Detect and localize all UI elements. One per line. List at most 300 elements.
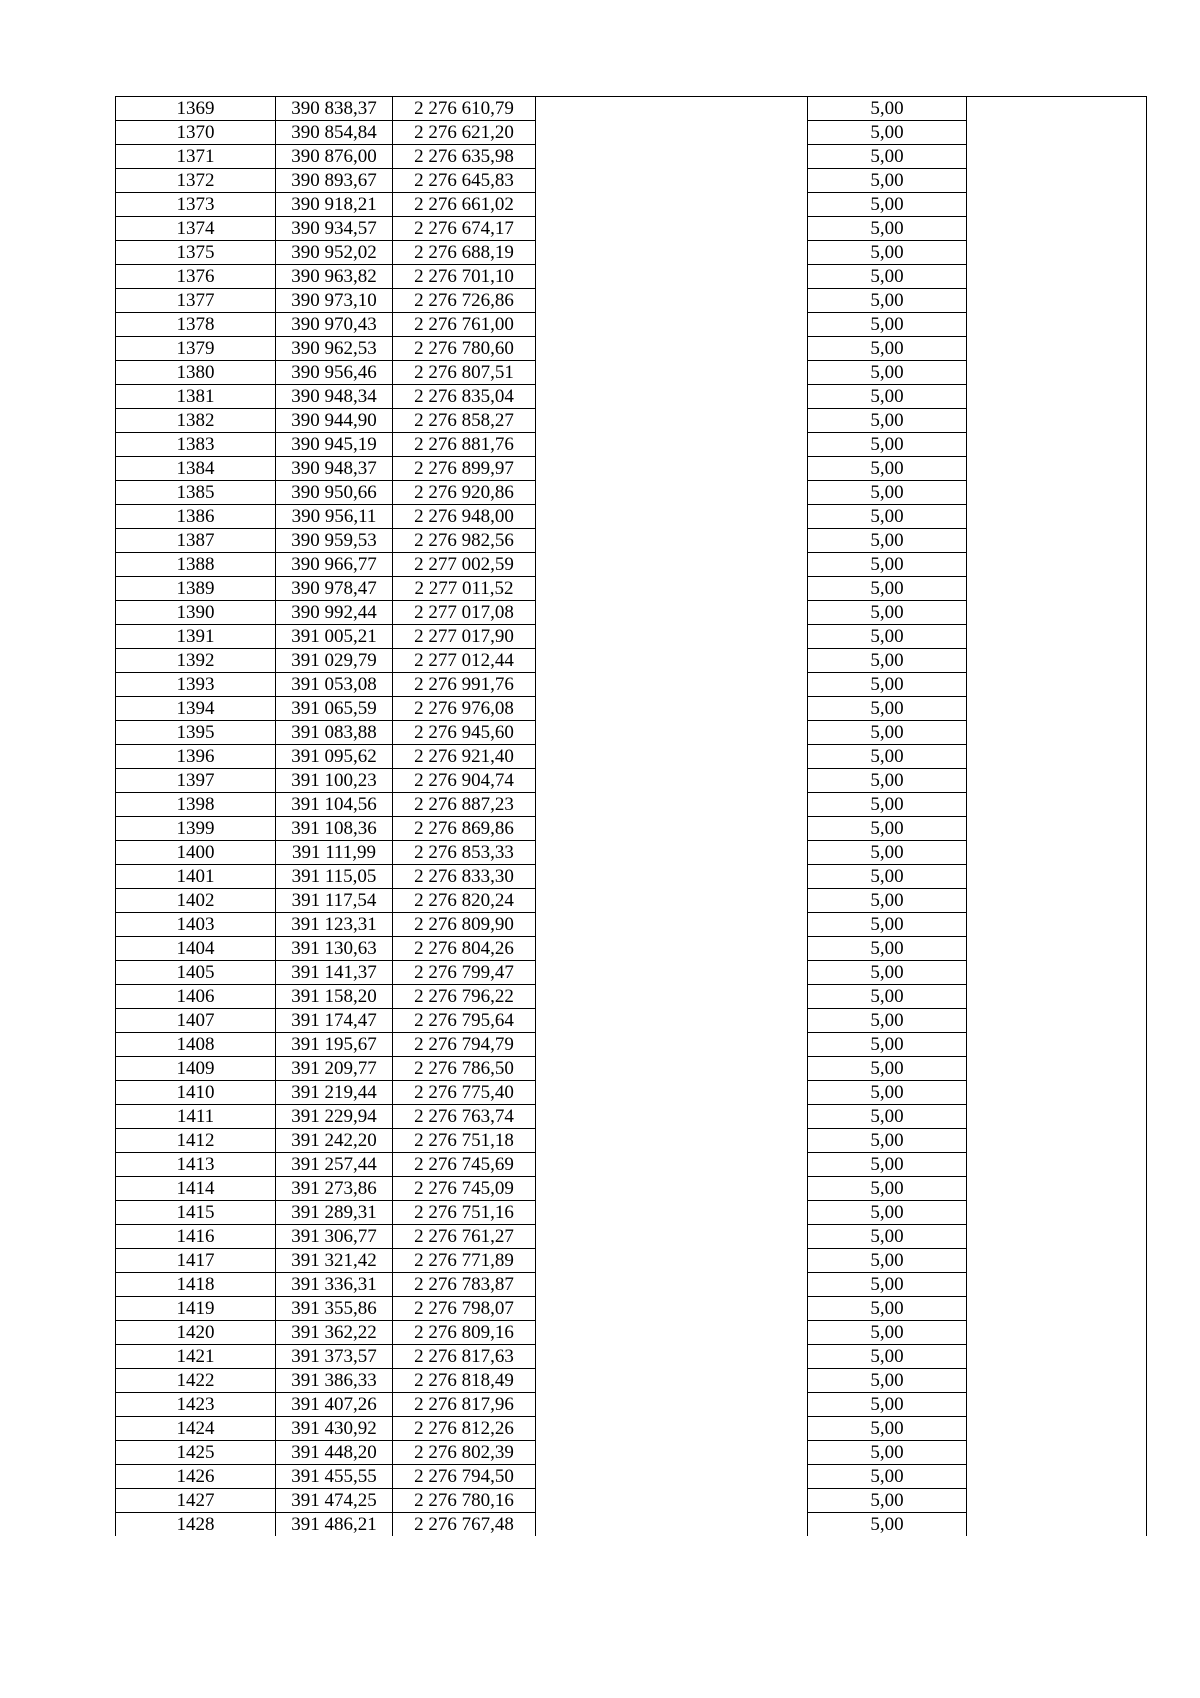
cell-accuracy: 5,00 [808, 625, 967, 649]
cell-column-6 [967, 961, 1147, 985]
table-row [116, 601, 1147, 625]
cell-column-4 [536, 409, 808, 433]
cell-y-coordinate: 2 276 818,49 [393, 1369, 536, 1393]
cell-column-6 [967, 793, 1147, 817]
cell-accuracy: 5,00 [808, 1081, 967, 1105]
cell-column-4 [536, 97, 808, 121]
cell-accuracy: 5,00 [808, 601, 967, 625]
cell-y-coordinate: 2 276 809,90 [393, 913, 536, 937]
cell-column-4 [536, 241, 808, 265]
table-row [116, 1465, 1147, 1489]
cell-x-coordinate: 391 115,05 [276, 865, 393, 889]
cell-point-number: 1379 [116, 337, 276, 361]
cell-accuracy: 5,00 [808, 1321, 967, 1345]
cell-y-coordinate: 2 276 804,26 [393, 937, 536, 961]
cell-x-coordinate: 391 123,31 [276, 913, 393, 937]
cell-accuracy: 5,00 [808, 121, 967, 145]
cell-column-4 [536, 1009, 808, 1033]
cell-point-number: 1413 [116, 1153, 276, 1177]
cell-x-coordinate: 390 966,77 [276, 553, 393, 577]
table-row [116, 313, 1147, 337]
cell-x-coordinate: 390 959,53 [276, 529, 393, 553]
cell-point-number: 1403 [116, 913, 276, 937]
cell-accuracy: 5,00 [808, 889, 967, 913]
cell-y-coordinate: 2 276 745,69 [393, 1153, 536, 1177]
cell-y-coordinate: 2 277 017,08 [393, 601, 536, 625]
cell-accuracy: 5,00 [808, 1465, 967, 1489]
cell-column-4 [536, 193, 808, 217]
cell-x-coordinate: 391 195,67 [276, 1033, 393, 1057]
cell-point-number: 1380 [116, 361, 276, 385]
cell-x-coordinate: 391 005,21 [276, 625, 393, 649]
cell-column-4 [536, 1273, 808, 1297]
cell-column-6 [967, 145, 1147, 169]
cell-y-coordinate: 2 276 794,50 [393, 1465, 536, 1489]
coordinates-table [115, 96, 1147, 1536]
cell-column-6 [967, 1345, 1147, 1369]
cell-y-coordinate: 2 276 701,10 [393, 265, 536, 289]
cell-column-6 [967, 1009, 1147, 1033]
table-row [116, 481, 1147, 505]
cell-column-4 [536, 793, 808, 817]
table-row [116, 1225, 1147, 1249]
table-row [116, 1273, 1147, 1297]
cell-column-4 [536, 1513, 808, 1537]
cell-point-number: 1381 [116, 385, 276, 409]
cell-accuracy: 5,00 [808, 961, 967, 985]
cell-x-coordinate: 390 992,44 [276, 601, 393, 625]
table-row [116, 337, 1147, 361]
cell-column-6 [967, 697, 1147, 721]
cell-x-coordinate: 391 430,92 [276, 1417, 393, 1441]
cell-point-number: 1408 [116, 1033, 276, 1057]
cell-column-6 [967, 1297, 1147, 1321]
cell-x-coordinate: 391 474,25 [276, 1489, 393, 1513]
table-row [116, 1153, 1147, 1177]
cell-x-coordinate: 391 083,88 [276, 721, 393, 745]
table-row [116, 1033, 1147, 1057]
cell-column-4 [536, 745, 808, 769]
cell-x-coordinate: 390 950,66 [276, 481, 393, 505]
cell-y-coordinate: 2 276 674,17 [393, 217, 536, 241]
cell-accuracy: 5,00 [808, 1225, 967, 1249]
cell-column-4 [536, 1177, 808, 1201]
cell-column-6 [967, 889, 1147, 913]
cell-column-6 [967, 97, 1147, 121]
cell-accuracy: 5,00 [808, 745, 967, 769]
cell-point-number: 1370 [116, 121, 276, 145]
cell-column-6 [967, 217, 1147, 241]
cell-x-coordinate: 391 095,62 [276, 745, 393, 769]
cell-accuracy: 5,00 [808, 433, 967, 457]
cell-accuracy: 5,00 [808, 193, 967, 217]
cell-x-coordinate: 391 455,55 [276, 1465, 393, 1489]
cell-accuracy: 5,00 [808, 1345, 967, 1369]
cell-column-4 [536, 1201, 808, 1225]
cell-accuracy: 5,00 [808, 793, 967, 817]
cell-column-6 [967, 265, 1147, 289]
cell-x-coordinate: 390 944,90 [276, 409, 393, 433]
cell-column-4 [536, 937, 808, 961]
cell-point-number: 1412 [116, 1129, 276, 1153]
cell-column-4 [536, 1225, 808, 1249]
cell-point-number: 1374 [116, 217, 276, 241]
cell-column-4 [536, 577, 808, 601]
cell-y-coordinate: 2 277 017,90 [393, 625, 536, 649]
cell-x-coordinate: 390 963,82 [276, 265, 393, 289]
cell-x-coordinate: 391 104,56 [276, 793, 393, 817]
cell-x-coordinate: 391 117,54 [276, 889, 393, 913]
cell-accuracy: 5,00 [808, 817, 967, 841]
cell-point-number: 1421 [116, 1345, 276, 1369]
table-row [116, 625, 1147, 649]
cell-column-4 [536, 1345, 808, 1369]
cell-y-coordinate: 2 276 982,56 [393, 529, 536, 553]
cell-accuracy: 5,00 [808, 1177, 967, 1201]
cell-column-4 [536, 769, 808, 793]
cell-y-coordinate: 2 276 798,07 [393, 1297, 536, 1321]
cell-x-coordinate: 390 893,67 [276, 169, 393, 193]
cell-y-coordinate: 2 276 820,24 [393, 889, 536, 913]
cell-column-6 [967, 289, 1147, 313]
cell-y-coordinate: 2 276 621,20 [393, 121, 536, 145]
cell-column-6 [967, 481, 1147, 505]
cell-y-coordinate: 2 276 812,26 [393, 1417, 536, 1441]
table-row [116, 241, 1147, 265]
cell-accuracy: 5,00 [808, 1129, 967, 1153]
cell-point-number: 1419 [116, 1297, 276, 1321]
cell-column-4 [536, 289, 808, 313]
cell-point-number: 1373 [116, 193, 276, 217]
cell-column-4 [536, 337, 808, 361]
cell-y-coordinate: 2 276 904,74 [393, 769, 536, 793]
cell-column-4 [536, 1249, 808, 1273]
cell-accuracy: 5,00 [808, 841, 967, 865]
cell-accuracy: 5,00 [808, 457, 967, 481]
cell-y-coordinate: 2 276 945,60 [393, 721, 536, 745]
cell-y-coordinate: 2 277 011,52 [393, 577, 536, 601]
cell-y-coordinate: 2 276 726,86 [393, 289, 536, 313]
cell-y-coordinate: 2 276 799,47 [393, 961, 536, 985]
cell-column-4 [536, 1489, 808, 1513]
cell-point-number: 1400 [116, 841, 276, 865]
cell-y-coordinate: 2 276 761,27 [393, 1225, 536, 1249]
table-row [116, 1105, 1147, 1129]
cell-point-number: 1414 [116, 1177, 276, 1201]
cell-x-coordinate: 390 876,00 [276, 145, 393, 169]
cell-y-coordinate: 2 276 802,39 [393, 1441, 536, 1465]
cell-y-coordinate: 2 276 794,79 [393, 1033, 536, 1057]
cell-column-6 [967, 457, 1147, 481]
cell-y-coordinate: 2 276 786,50 [393, 1057, 536, 1081]
cell-x-coordinate: 391 373,57 [276, 1345, 393, 1369]
cell-x-coordinate: 391 242,20 [276, 1129, 393, 1153]
cell-accuracy: 5,00 [808, 1009, 967, 1033]
cell-column-4 [536, 481, 808, 505]
cell-accuracy: 5,00 [808, 1033, 967, 1057]
cell-point-number: 1376 [116, 265, 276, 289]
cell-column-6 [967, 385, 1147, 409]
table-row [116, 433, 1147, 457]
cell-column-4 [536, 913, 808, 937]
cell-accuracy: 5,00 [808, 529, 967, 553]
cell-point-number: 1428 [116, 1513, 276, 1537]
cell-accuracy: 5,00 [808, 1441, 967, 1465]
table-row [116, 409, 1147, 433]
cell-x-coordinate: 391 141,37 [276, 961, 393, 985]
table-row [116, 1441, 1147, 1465]
cell-column-4 [536, 553, 808, 577]
cell-y-coordinate: 2 276 783,87 [393, 1273, 536, 1297]
cell-column-4 [536, 169, 808, 193]
cell-column-6 [967, 529, 1147, 553]
cell-accuracy: 5,00 [808, 865, 967, 889]
cell-accuracy: 5,00 [808, 1249, 967, 1273]
cell-y-coordinate: 2 276 775,40 [393, 1081, 536, 1105]
table-row [116, 745, 1147, 769]
cell-column-4 [536, 361, 808, 385]
cell-y-coordinate: 2 276 887,23 [393, 793, 536, 817]
cell-x-coordinate: 391 130,63 [276, 937, 393, 961]
cell-point-number: 1387 [116, 529, 276, 553]
cell-y-coordinate: 2 277 002,59 [393, 553, 536, 577]
cell-x-coordinate: 390 854,84 [276, 121, 393, 145]
cell-accuracy: 5,00 [808, 289, 967, 313]
cell-accuracy: 5,00 [808, 913, 967, 937]
cell-point-number: 1404 [116, 937, 276, 961]
cell-point-number: 1402 [116, 889, 276, 913]
table-row [116, 889, 1147, 913]
cell-y-coordinate: 2 276 780,60 [393, 337, 536, 361]
cell-accuracy: 5,00 [808, 385, 967, 409]
cell-x-coordinate: 391 486,21 [276, 1513, 393, 1537]
table-row [116, 361, 1147, 385]
cell-accuracy: 5,00 [808, 1513, 967, 1537]
cell-column-6 [967, 313, 1147, 337]
cell-accuracy: 5,00 [808, 145, 967, 169]
cell-point-number: 1405 [116, 961, 276, 985]
cell-accuracy: 5,00 [808, 769, 967, 793]
cell-column-6 [967, 817, 1147, 841]
table-row [116, 553, 1147, 577]
cell-accuracy: 5,00 [808, 505, 967, 529]
cell-point-number: 1372 [116, 169, 276, 193]
cell-column-6 [967, 1057, 1147, 1081]
cell-y-coordinate: 2 276 751,18 [393, 1129, 536, 1153]
cell-point-number: 1383 [116, 433, 276, 457]
cell-y-coordinate: 2 276 635,98 [393, 145, 536, 169]
cell-column-4 [536, 649, 808, 673]
table-row [116, 145, 1147, 169]
cell-column-4 [536, 889, 808, 913]
cell-column-6 [967, 1033, 1147, 1057]
cell-accuracy: 5,00 [808, 409, 967, 433]
cell-y-coordinate: 2 276 817,63 [393, 1345, 536, 1369]
cell-point-number: 1415 [116, 1201, 276, 1225]
cell-y-coordinate: 2 277 012,44 [393, 649, 536, 673]
cell-column-4 [536, 841, 808, 865]
cell-accuracy: 5,00 [808, 97, 967, 121]
cell-point-number: 1395 [116, 721, 276, 745]
cell-y-coordinate: 2 276 881,76 [393, 433, 536, 457]
cell-x-coordinate: 390 948,37 [276, 457, 393, 481]
cell-accuracy: 5,00 [808, 1417, 967, 1441]
cell-x-coordinate: 391 209,77 [276, 1057, 393, 1081]
cell-y-coordinate: 2 276 610,79 [393, 97, 536, 121]
cell-column-4 [536, 121, 808, 145]
cell-point-number: 1378 [116, 313, 276, 337]
cell-point-number: 1424 [116, 1417, 276, 1441]
table-row [116, 1489, 1147, 1513]
cell-point-number: 1397 [116, 769, 276, 793]
cell-y-coordinate: 2 276 899,97 [393, 457, 536, 481]
cell-y-coordinate: 2 276 771,89 [393, 1249, 536, 1273]
cell-y-coordinate: 2 276 948,00 [393, 505, 536, 529]
table-row [116, 1417, 1147, 1441]
table-row [116, 1057, 1147, 1081]
table-row [116, 1081, 1147, 1105]
cell-point-number: 1420 [116, 1321, 276, 1345]
cell-y-coordinate: 2 276 858,27 [393, 409, 536, 433]
cell-column-4 [536, 865, 808, 889]
cell-column-6 [967, 1249, 1147, 1273]
cell-point-number: 1407 [116, 1009, 276, 1033]
table-row [116, 1321, 1147, 1345]
cell-x-coordinate: 390 956,46 [276, 361, 393, 385]
cell-y-coordinate: 2 276 688,19 [393, 241, 536, 265]
cell-point-number: 1391 [116, 625, 276, 649]
cell-x-coordinate: 390 945,19 [276, 433, 393, 457]
table-row [116, 193, 1147, 217]
cell-column-6 [967, 1465, 1147, 1489]
cell-y-coordinate: 2 276 761,00 [393, 313, 536, 337]
cell-accuracy: 5,00 [808, 1105, 967, 1129]
cell-column-6 [967, 577, 1147, 601]
cell-accuracy: 5,00 [808, 337, 967, 361]
cell-column-6 [967, 769, 1147, 793]
cell-point-number: 1398 [116, 793, 276, 817]
cell-column-6 [967, 553, 1147, 577]
cell-x-coordinate: 390 956,11 [276, 505, 393, 529]
cell-accuracy: 5,00 [808, 265, 967, 289]
cell-y-coordinate: 2 276 976,08 [393, 697, 536, 721]
cell-column-6 [967, 865, 1147, 889]
cell-accuracy: 5,00 [808, 697, 967, 721]
cell-point-number: 1390 [116, 601, 276, 625]
cell-point-number: 1426 [116, 1465, 276, 1489]
table-row [116, 937, 1147, 961]
cell-y-coordinate: 2 276 853,33 [393, 841, 536, 865]
cell-column-4 [536, 601, 808, 625]
cell-accuracy: 5,00 [808, 1273, 967, 1297]
table-row [116, 1177, 1147, 1201]
cell-column-6 [967, 1081, 1147, 1105]
cell-column-4 [536, 1129, 808, 1153]
cell-accuracy: 5,00 [808, 361, 967, 385]
cell-accuracy: 5,00 [808, 577, 967, 601]
table-row [116, 1513, 1147, 1537]
cell-y-coordinate: 2 276 763,74 [393, 1105, 536, 1129]
table-row [116, 529, 1147, 553]
cell-column-4 [536, 265, 808, 289]
cell-accuracy: 5,00 [808, 217, 967, 241]
table-row [116, 97, 1147, 121]
cell-point-number: 1389 [116, 577, 276, 601]
cell-point-number: 1427 [116, 1489, 276, 1513]
cell-column-4 [536, 961, 808, 985]
cell-column-6 [967, 337, 1147, 361]
table-row [116, 1249, 1147, 1273]
cell-point-number: 1393 [116, 673, 276, 697]
cell-accuracy: 5,00 [808, 241, 967, 265]
cell-x-coordinate: 390 970,43 [276, 313, 393, 337]
table-row [116, 769, 1147, 793]
cell-point-number: 1396 [116, 745, 276, 769]
cell-x-coordinate: 391 219,44 [276, 1081, 393, 1105]
cell-column-4 [536, 385, 808, 409]
cell-y-coordinate: 2 276 921,40 [393, 745, 536, 769]
table-row [116, 577, 1147, 601]
cell-accuracy: 5,00 [808, 1489, 967, 1513]
cell-point-number: 1409 [116, 1057, 276, 1081]
coordinates-table-body [116, 97, 1147, 1537]
table-row [116, 121, 1147, 145]
cell-y-coordinate: 2 276 751,16 [393, 1201, 536, 1225]
cell-x-coordinate: 391 407,26 [276, 1393, 393, 1417]
cell-column-4 [536, 1465, 808, 1489]
cell-column-6 [967, 1369, 1147, 1393]
cell-column-6 [967, 937, 1147, 961]
cell-y-coordinate: 2 276 817,96 [393, 1393, 536, 1417]
cell-point-number: 1369 [116, 97, 276, 121]
cell-x-coordinate: 391 257,44 [276, 1153, 393, 1177]
cell-point-number: 1386 [116, 505, 276, 529]
cell-y-coordinate: 2 276 796,22 [393, 985, 536, 1009]
cell-accuracy: 5,00 [808, 1393, 967, 1417]
cell-y-coordinate: 2 276 807,51 [393, 361, 536, 385]
cell-column-6 [967, 1177, 1147, 1201]
cell-y-coordinate: 2 276 869,86 [393, 817, 536, 841]
cell-point-number: 1384 [116, 457, 276, 481]
cell-x-coordinate: 390 934,57 [276, 217, 393, 241]
cell-point-number: 1377 [116, 289, 276, 313]
cell-x-coordinate: 391 306,77 [276, 1225, 393, 1249]
cell-column-4 [536, 1153, 808, 1177]
table-row [116, 505, 1147, 529]
cell-y-coordinate: 2 276 780,16 [393, 1489, 536, 1513]
cell-x-coordinate: 391 111,99 [276, 841, 393, 865]
cell-column-6 [967, 433, 1147, 457]
cell-column-6 [967, 985, 1147, 1009]
cell-point-number: 1416 [116, 1225, 276, 1249]
table-row [116, 265, 1147, 289]
cell-x-coordinate: 390 973,10 [276, 289, 393, 313]
cell-column-4 [536, 1081, 808, 1105]
cell-column-4 [536, 1417, 808, 1441]
cell-column-4 [536, 721, 808, 745]
cell-column-6 [967, 1489, 1147, 1513]
cell-y-coordinate: 2 276 745,09 [393, 1177, 536, 1201]
cell-point-number: 1385 [116, 481, 276, 505]
cell-y-coordinate: 2 276 661,02 [393, 193, 536, 217]
cell-point-number: 1375 [116, 241, 276, 265]
table-row [116, 385, 1147, 409]
cell-accuracy: 5,00 [808, 1297, 967, 1321]
cell-point-number: 1382 [116, 409, 276, 433]
cell-column-6 [967, 673, 1147, 697]
cell-column-4 [536, 1369, 808, 1393]
cell-accuracy: 5,00 [808, 1201, 967, 1225]
